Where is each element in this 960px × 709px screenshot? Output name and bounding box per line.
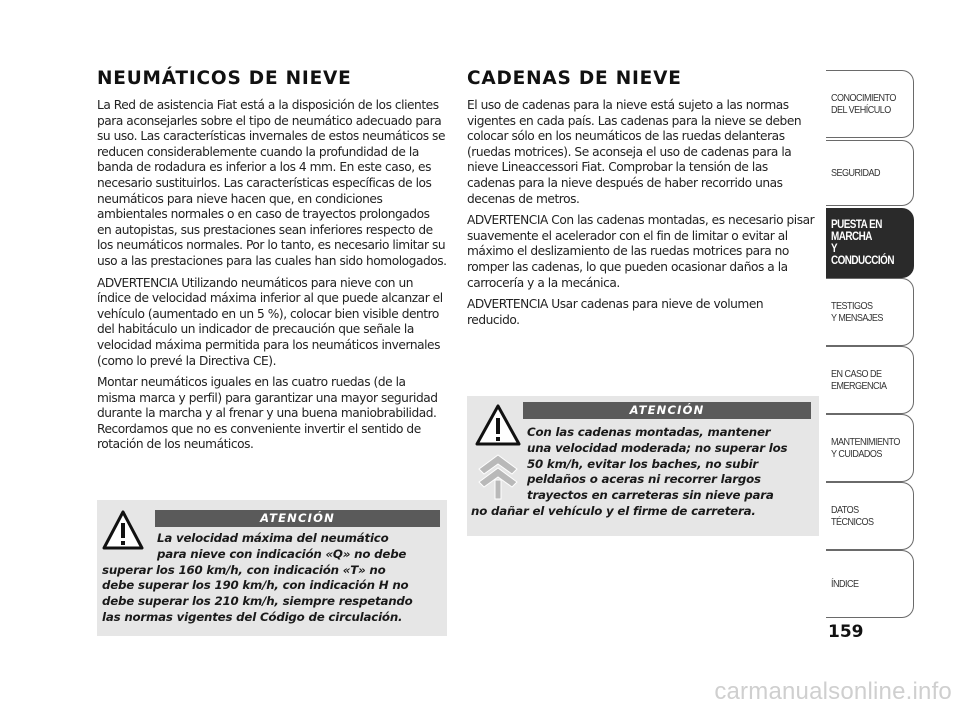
warning-header: ATENCIÓN (523, 402, 811, 419)
warning-line: superar los 160 km/h, con indicación «T» no (102, 562, 386, 577)
snow-chains-body (467, 98, 817, 328)
snow-chains-section (467, 68, 817, 334)
snow-chains-warning-box (467, 396, 819, 536)
snow-tires-body (97, 98, 447, 453)
warning-line: peldaños o aceras ni recorrer largos (527, 472, 761, 487)
warning-text (102, 531, 445, 626)
tab-label: PUESTA EN MARCHA Y CONDUCCIÓN (831, 219, 894, 267)
tab-label: SEGURIDAD (831, 167, 881, 179)
tab-puesta-en-marcha[interactable] (826, 208, 914, 278)
warning-line: debe superar los 210 km/h, siempre respetando (102, 594, 413, 609)
watermark: carmanualsonline.info (714, 678, 952, 705)
tab-label: MANTENIMIENTO Y CUIDADOS (831, 436, 900, 460)
tab-label: TESTIGOS Y MENSAJES (831, 300, 883, 324)
tab-conocimiento-del-vehiculo[interactable] (826, 70, 914, 138)
snow-tires-title: NEUMÁTICOS DE NIEVE (97, 68, 352, 89)
snow-chains-title: CADENAS DE NIEVE (467, 68, 682, 89)
warning-line: debe superar los 190 km/h, con indicación H no (102, 578, 409, 593)
tab-label: CONOCIMIENTO DEL VEHÍCULO (831, 92, 896, 116)
warning-line: trayectos en carreteras sin nieve para (527, 488, 774, 503)
paragraph: El uso de cadenas para la nieve está sujeto a las normas vigentes en cada país. Las cadenas para la nieve se deben colocar sólo en los neumáticos de las ruedas delanteras (ruedas motrices). Se aconseja el uso de cadenas para la nieve Lineaccessori Fiat. Comprobar la tensión de las cadenas para la nieve después de haber recorrido unas decenas de metros. (467, 98, 802, 206)
warning-line: para nieve con indicación «Q» no debe (157, 546, 407, 561)
tab-indice[interactable] (826, 550, 914, 618)
warning-line: no dañar el vehículo y el firme de carretera. (471, 503, 756, 518)
tab-en-caso-de-emergencia[interactable] (826, 346, 914, 414)
warning-line: La velocidad máxima del neumático (157, 531, 389, 545)
warning-line: las normas vigentes del Código de circulación. (102, 609, 403, 624)
warning-header: ATENCIÓN (155, 510, 440, 527)
paragraph: ADVERTENCIA Usar cadenas para nieve de volumen reducido. (467, 297, 764, 327)
warning-line: una velocidad moderada; no superar los (527, 440, 788, 455)
tab-label: ÍNDICE (831, 578, 859, 590)
warning-line: 50 km/h, evitar los baches, no subir (527, 456, 759, 471)
snow-tires-warning-box (97, 500, 447, 636)
paragraph: La Red de asistencia Fiat está a la disposición de los clientes para aconsejarles sobre el tipo de neumático adecuado para su uso. Las características invernales de estos neumáticos se reducen considerablemente cuando la profundidad de la banda de rodadura es inferior a los 4 mm. En este caso, es necesario sustituirlos. Las características específicas de los neumáticos para nieve hacen que, en condiciones ambientales normales o en caso de trayectos prolongados en autopistas, sus prestaciones sean inferiores respecto de los neumáticos normales. Por lo tanto, es necesario limitar su uso a las prestaciones para las cuales han sido homologados. (97, 98, 447, 268)
paragraph: ADVERTENCIA Utilizando neumáticos para nieve con un índice de velocidad máxima inferior al que puede alcanzar el vehículo (aumentado en un 5 %), colocar bien visible dentro del habitáculo un indicador de precaución que señale la velocidad máxima permitida para los neumáticos invernales (como lo prevé la Directiva CE). (97, 275, 443, 368)
paragraph: Montar neumáticos iguales en las cuatro ruedas (de la misma marca y perfil) para garantizar una mayor seguridad durante la marcha y al frenar y una buena maniobrabilidad. Recordamos que no es conveniente invertir el sentido de rotación de los neumáticos. (97, 375, 438, 452)
tab-mantenimiento-y-cuidados[interactable] (826, 414, 914, 482)
tab-label: DATOS TÉCNICOS (831, 504, 874, 528)
snow-tires-section (97, 68, 447, 459)
tab-seguridad[interactable] (826, 140, 914, 206)
tab-label: EN CASO DE EMERGENCIA (831, 368, 887, 392)
tab-datos-tecnicos[interactable] (826, 482, 914, 550)
tab-testigos-y-mensajes[interactable] (826, 278, 914, 346)
warning-line: Con las cadenas montadas, mantener (527, 425, 771, 439)
page-number: 159 (828, 622, 864, 642)
warning-text (471, 425, 816, 520)
paragraph: ADVERTENCIA Con las cadenas montadas, es necesario pisar suavemente el acelerador con el fin de limitar o evitar al máximo el deslizamiento de las ruedas motrices para no romper las cadenas, lo que pueden ocasionar daños a la carrocería y a la mecánica. (467, 213, 815, 290)
